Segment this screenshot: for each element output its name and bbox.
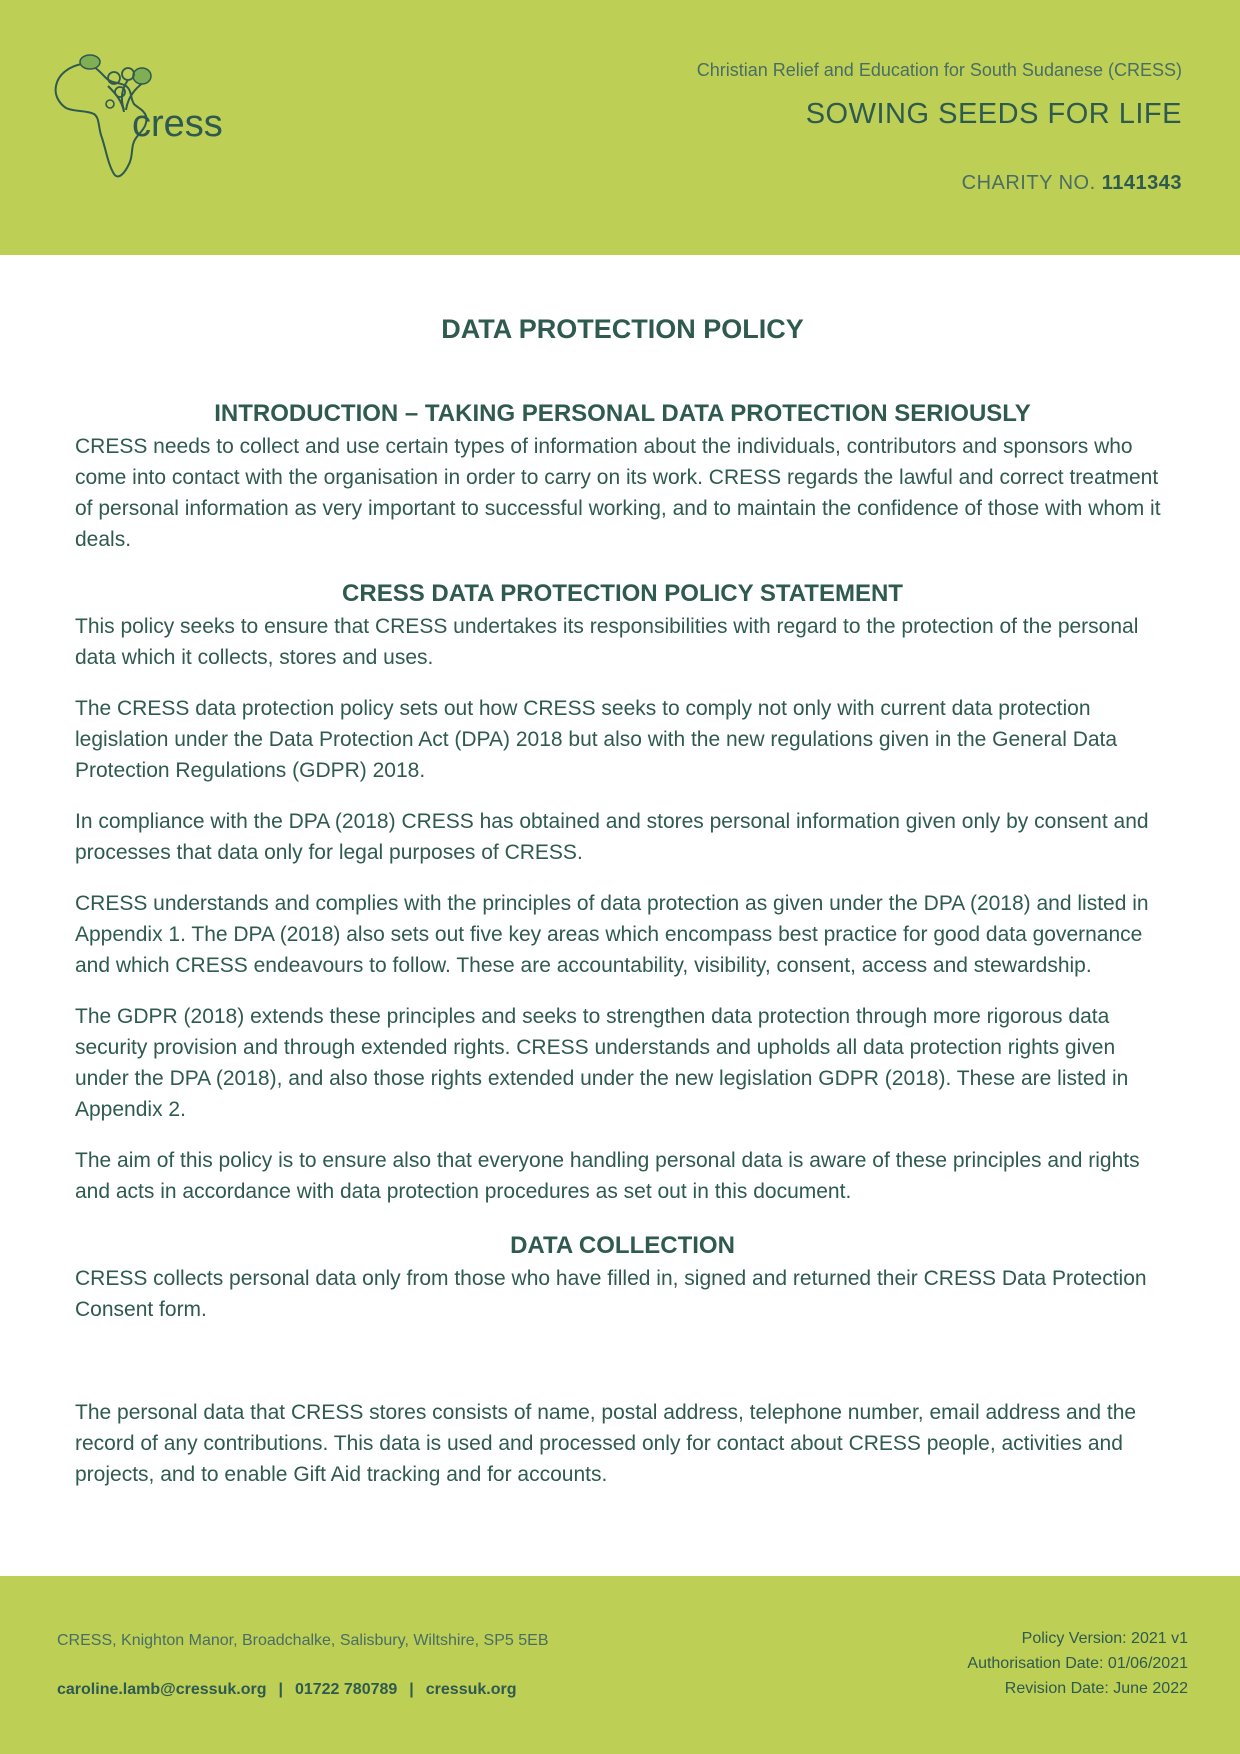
collection-paragraph-2: The personal data that CRESS stores consists of name, postal address, telephone number, email address and the record of any contributions. This data is used and processed only for contact about CRESS people, activities and projects, and to enable Gift Aid tracking and for accounts. bbox=[75, 1401, 1137, 1486]
statement-paragraph-3: In compliance with the DPA (2018) CRESS has obtained and stores personal information given only by consent and processes that data only for legal purposes of CRESS. bbox=[75, 810, 1149, 864]
page-title: DATA PROTECTION POLICY bbox=[441, 314, 804, 344]
footer-address: CRESS, Knighton Manor, Broadchalke, Salisbury, Wiltshire, SP5 5EB bbox=[57, 1632, 549, 1649]
footer-phone: 01722 780789 bbox=[294, 1681, 398, 1698]
charity-label: CHARITY NO. bbox=[961, 172, 1096, 194]
statement-heading: CRESS DATA PROTECTION POLICY STATEMENT bbox=[342, 580, 903, 607]
organisation-name: Christian Relief and Education for South Sudanese (CRESS) bbox=[696, 60, 1182, 80]
africa-seedling-logo-icon bbox=[52, 52, 262, 202]
policy-info bbox=[967, 1626, 1188, 1701]
collection-heading: DATA COLLECTION bbox=[510, 1232, 735, 1259]
statement-paragraph-5: The GDPR (2018) extends these principles and seeks to strengthen data protection through more rigorous data security provision and through extended rights. CRESS understands and upholds all data protection rights given under the DPA (2018), and also those rights extended under the new legislation GDPR (2018). These are listed in Appendix 2. bbox=[75, 1005, 1129, 1121]
footer-separator: | bbox=[409, 1681, 414, 1698]
statement-paragraph-4: CRESS understands and complies with the principles of data protection as given under the DPA (2018) and listed in Appendix 1. The DPA (2018) also sets out five key areas which encompass best practice for good data governance and which CRESS endeavours to follow. These are accountability, visibility, consent, access and stewardship. bbox=[75, 892, 1149, 977]
collection-paragraph-1: CRESS collects personal data only from those who have filled in, signed and returned their CRESS Data Protection Consent form. bbox=[75, 1267, 1147, 1321]
revision-date: Revision Date: June 2022 bbox=[1004, 1680, 1188, 1697]
intro-paragraph: CRESS needs to collect and use certain types of information about the individuals, contributors and sponsors who come into contact with the organisation in order to carry on its work. CRESS regards the lawful and correct treatment of personal information as very important to successful working, and to maintain the confidence of those with whom it deals. bbox=[75, 435, 1161, 551]
charity-number bbox=[962, 172, 1182, 195]
policy-version: Policy Version: 2021 v1 bbox=[1021, 1630, 1188, 1647]
authorisation-date: Authorisation Date: 01/06/2021 bbox=[967, 1655, 1188, 1672]
logo-wordmark: cress bbox=[132, 103, 223, 145]
footer-website-link[interactable]: cressuk.org bbox=[425, 1681, 517, 1698]
document-body bbox=[75, 300, 1170, 1490]
cress-logo bbox=[52, 52, 262, 202]
statement-paragraph-2: The CRESS data protection policy sets out how CRESS seeks to comply not only with current data protection legislation under the Data Protection Act (DPA) 2018 but also with the new regulations given in the General Data Protection Regulations (GDPR) 2018. bbox=[75, 697, 1118, 782]
page-header bbox=[0, 0, 1240, 255]
footer-email-link[interactable]: caroline.lamb@cressuk.org bbox=[57, 1681, 267, 1698]
tagline: SOWING SEEDS FOR LIFE bbox=[805, 98, 1182, 130]
statement-paragraph-6: The aim of this policy is to ensure also that everyone handling personal data is aware of these principles and rights and acts in accordance with data protection procedures as set out in this document. bbox=[75, 1149, 1140, 1203]
footer-contact bbox=[57, 1681, 516, 1699]
footer-separator: | bbox=[278, 1681, 283, 1698]
page-footer bbox=[0, 1576, 1240, 1754]
statement-paragraph-1: This policy seeks to ensure that CRESS undertakes its responsibilities with regard to the protection of the personal data which it collects, stores and uses. bbox=[75, 615, 1139, 669]
intro-heading: INTRODUCTION – TAKING PERSONAL DATA PROTECTION SERIOUSLY bbox=[214, 400, 1031, 427]
charity-number-value: 1141343 bbox=[1101, 172, 1182, 194]
